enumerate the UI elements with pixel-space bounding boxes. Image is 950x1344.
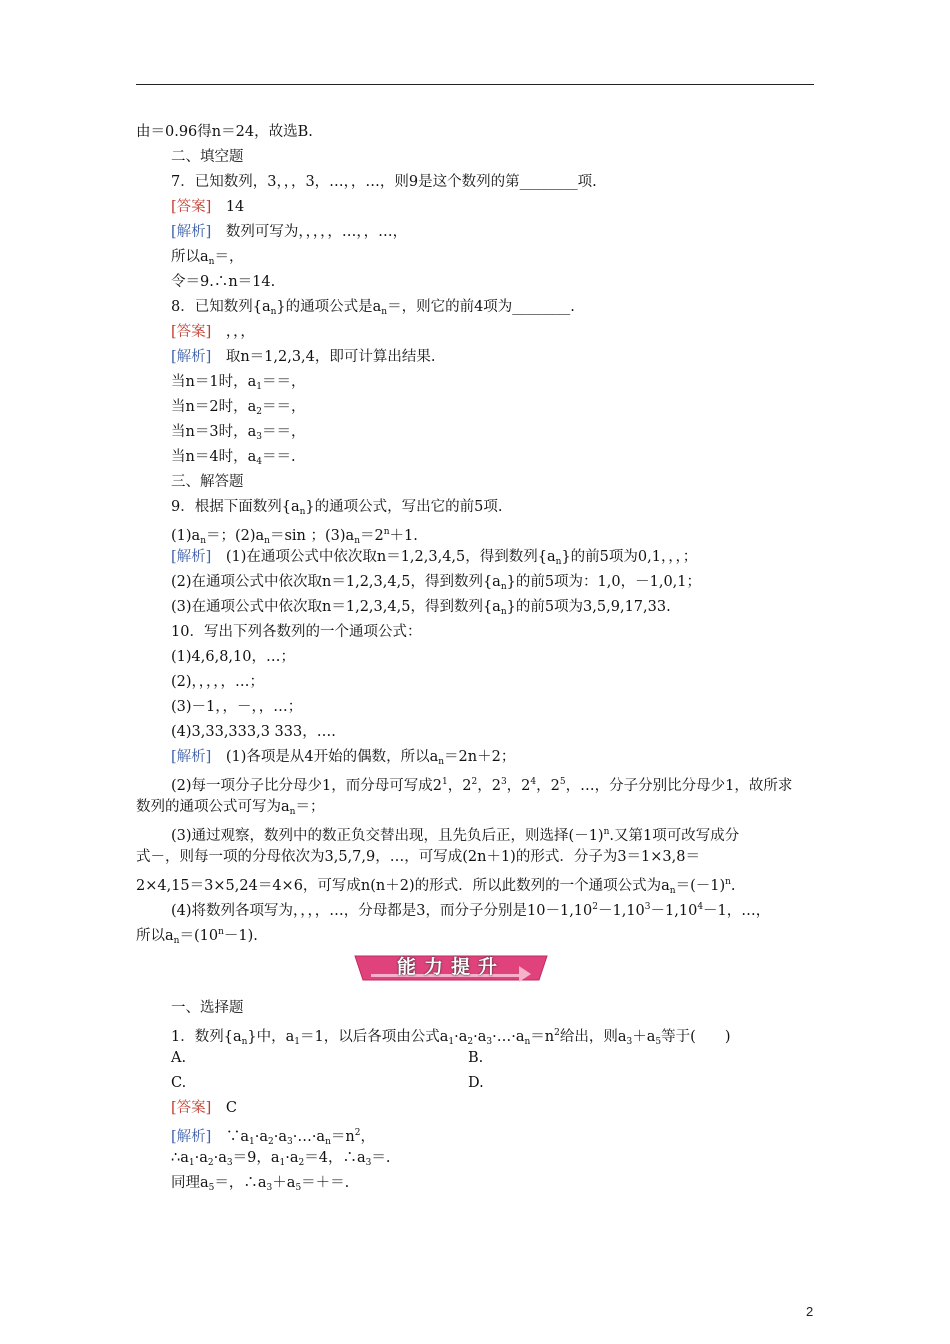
text-line [171, 420, 817, 445]
text: ＝9，a [232, 1150, 280, 1166]
text: (1)4,6,8,10，…； [171, 649, 295, 665]
text: . [730, 878, 736, 894]
header-rule [136, 84, 814, 85]
text: }的通项公式，写出它的前5项. [305, 499, 503, 515]
text: 2×4,15＝3×5,24＝4×6，可写成n(n＋2)的形式．所以此数列的一个通项公式为a [136, 878, 670, 894]
superscript: n [383, 527, 390, 537]
text: ＝(10 [179, 928, 219, 944]
text-line [171, 770, 817, 795]
text: 令＝9.∴n＝14. [171, 274, 276, 290]
analysis-line [171, 745, 817, 770]
text: 8．已知数列{a [171, 299, 271, 315]
text: (3)通过观察，数列中的数正负交替出现，且先负后正，则选择(－1) [171, 828, 604, 844]
text: }中，a [247, 1029, 295, 1045]
text: －1). [223, 928, 258, 944]
text: .又第1项可改写成分 [609, 828, 740, 844]
text-line [171, 445, 817, 470]
superscript: 2 [554, 1028, 560, 1038]
superscript: 2 [592, 902, 598, 912]
text: ＝4，∴a [304, 1150, 366, 1166]
text: ·a [285, 1150, 299, 1166]
subscript: n [200, 536, 206, 546]
subscript: 1 [248, 1137, 255, 1147]
subscript: 2 [256, 407, 262, 417]
answer-line [171, 195, 817, 220]
text: 三、解答题 [171, 474, 244, 490]
subscript: 3 [626, 1037, 633, 1047]
subscript: n [500, 582, 507, 592]
document-body [136, 120, 817, 1196]
analysis-text: 数列可写为，，，，，…，，…， [225, 224, 408, 240]
section-heading [171, 996, 817, 1021]
subscript: n [173, 936, 180, 946]
subscript: 5 [208, 1183, 215, 1193]
text: ＝n [530, 1029, 555, 1045]
text: ＝. [371, 1150, 391, 1166]
superscript: 3 [644, 902, 651, 912]
text: ，2 [447, 778, 472, 794]
text: (4)将数列各项写为，，，，…，分母都是3，而分子分别是10－1,10 [171, 903, 593, 919]
subscript: n [270, 307, 277, 317]
text: ＋a [272, 1175, 296, 1191]
answer-text: 14 [225, 199, 245, 215]
subscript: 3 [365, 1158, 372, 1168]
text: ＋1. [389, 528, 418, 544]
text: ＝＝. [261, 449, 296, 465]
superscript: 2 [471, 777, 478, 787]
analysis-tag: [解析] [171, 549, 212, 565]
text: ·…·a [292, 1129, 326, 1145]
analysis-tag: [解析] [171, 224, 212, 240]
text-line [136, 870, 817, 895]
text: 当n＝3时，a [171, 424, 257, 440]
text-line [171, 270, 817, 295]
text: (3)－1，，－，，…； [171, 699, 303, 715]
text-line [136, 845, 817, 870]
text: ＋a [632, 1029, 656, 1045]
text: 当n＝2时，a [171, 399, 257, 415]
text: ·a [194, 1150, 208, 1166]
text-line [171, 695, 817, 720]
subscript: 5 [655, 1037, 662, 1047]
text: 9．根据下面数列{a [171, 499, 300, 515]
section-heading [171, 470, 817, 495]
text: 一、选择题 [171, 1000, 244, 1016]
analysis-tag: [解析] [171, 1129, 212, 1145]
options-row [171, 1071, 817, 1096]
text: ＝n [330, 1129, 355, 1145]
text-line [171, 245, 817, 270]
text: ·a [254, 1129, 268, 1145]
text-line [171, 520, 817, 545]
text: 当n＝4时，a [171, 449, 257, 465]
question-10 [171, 620, 817, 645]
superscript: 2 [354, 1128, 361, 1138]
question-9 [171, 495, 817, 520]
subscript: 3 [286, 1137, 293, 1147]
text: ＝＝， [261, 399, 306, 415]
text: 式－，则每一项的分母依次为3,5,7,9，…，可写成(2n＋1)的形式．分子为3＝1×3,8＝ [136, 849, 700, 865]
subscript: 1 [279, 1158, 286, 1168]
answer-line [171, 1096, 817, 1121]
text: 同理a [171, 1175, 209, 1191]
text: (2)每一项分子比分母少1，而分母可写成2 [171, 778, 442, 794]
subscript: n [500, 607, 507, 617]
subscript: 3 [226, 1158, 233, 1168]
text: ＝＝， [261, 374, 306, 390]
text: ＝(－1) [675, 878, 726, 894]
text-line [171, 645, 817, 670]
text: }的前5项为：1,0，－1,0,1； [506, 574, 702, 590]
subscript: 1 [448, 1037, 455, 1047]
subscript: n [241, 1037, 248, 1047]
text-line [171, 370, 817, 395]
text: ＝＝， [261, 424, 306, 440]
text: ＝，∴a [214, 1175, 267, 1191]
text-line [171, 895, 817, 920]
text-line [171, 670, 817, 695]
option-a: A. [171, 1050, 187, 1066]
subscript: 2 [467, 1037, 474, 1047]
superscript: 4 [697, 902, 704, 912]
subscript: n [208, 257, 215, 267]
text-line [171, 1171, 817, 1196]
text: (2)，，，，，…； [171, 674, 265, 690]
superscript: n [603, 827, 610, 837]
answer-tag: [答案] [171, 199, 212, 215]
subscript: n [524, 1037, 531, 1047]
text: (1)a [171, 528, 201, 544]
subscript: 3 [486, 1037, 493, 1047]
answer-tag: [答案] [171, 1100, 212, 1116]
answer-text: C [225, 1100, 237, 1116]
analysis-text: ∵a [225, 1129, 249, 1145]
text-line [136, 795, 817, 820]
option-d: D. [468, 1075, 484, 1091]
text-line [136, 920, 817, 945]
text: 数列的通项公式可写为a [136, 799, 290, 815]
text: 7．已知数列，3，，，3，…，，…，则9是这个数列的第________项. [171, 174, 597, 190]
text-line [171, 1146, 817, 1171]
text-line [171, 720, 817, 745]
text: ＝； [295, 799, 325, 815]
section-banner [171, 948, 817, 990]
text: 给出，则a [559, 1029, 627, 1045]
text-line [171, 820, 817, 845]
answer-text: ，，， [225, 324, 255, 340]
question-1 [171, 1021, 817, 1046]
text-line [171, 395, 817, 420]
superscript: 1 [442, 777, 448, 787]
subscript: n [264, 536, 270, 546]
text: ·a [473, 1029, 487, 1045]
subscript: 3 [256, 432, 262, 442]
options-row [171, 1046, 817, 1071]
analysis-line [171, 545, 817, 570]
superscript: 5 [559, 777, 566, 787]
text: }的前5项为0,1，，，； [561, 549, 698, 565]
text: ∴a [171, 1150, 189, 1166]
text: 由＝0.96得n＝24，故选B. [136, 124, 313, 140]
banner-title: 能力提升 [396, 956, 505, 978]
analysis-text: (1)在通项公式中依次取n＝1,2,3,4,5，得到数列{a [225, 549, 556, 565]
text: 所以a [171, 249, 209, 265]
text: ·a [454, 1029, 468, 1045]
question-8 [171, 295, 817, 320]
text: ＝2n＋2； [444, 749, 516, 765]
option-c: C. [171, 1075, 187, 1091]
analysis-text: 取n＝1,2,3,4，即可计算出结果. [225, 349, 436, 365]
subscript: n [289, 807, 296, 817]
subscript: n [299, 507, 306, 517]
text: －1，…， [703, 903, 771, 919]
text: ＝，则它的前4项为________. [387, 299, 575, 315]
text: ·a [273, 1129, 287, 1145]
subscript: 1 [256, 382, 262, 392]
analysis-line [171, 345, 817, 370]
subscript: 3 [266, 1183, 273, 1193]
analysis-tag: [解析] [171, 749, 212, 765]
subscript: n [669, 886, 676, 896]
superscript: 3 [500, 777, 507, 787]
text: 10．写出下列各数列的一个通项公式： [171, 624, 422, 640]
subscript: 1 [294, 1037, 301, 1047]
text: ，…，分子分别比分母少1，故所求 [565, 778, 793, 794]
text: ， [360, 1129, 375, 1145]
subscript: 2 [207, 1158, 214, 1168]
analysis-line [171, 1121, 817, 1146]
text: ＝2 [359, 528, 384, 544]
question-7 [171, 170, 817, 195]
subscript: n [381, 307, 388, 317]
answer-line [171, 320, 817, 345]
superscript: n [725, 877, 731, 887]
analysis-line [171, 220, 817, 245]
superscript: n [218, 927, 224, 937]
answer-tag: [答案] [171, 324, 212, 340]
text: ，2 [536, 778, 560, 794]
superscript: 4 [530, 777, 537, 787]
text: }的通项公式是a [276, 299, 382, 315]
text: ·a [213, 1150, 227, 1166]
analysis-tag: [解析] [171, 349, 212, 365]
text: (4)3,33,333,3 333，…. [171, 724, 336, 740]
text: 当n＝1时，a [171, 374, 257, 390]
text-line [136, 120, 817, 145]
page-number: 2 [806, 1304, 814, 1319]
text: 等于( ) [661, 1029, 731, 1045]
text: }的前5项为3,5,9,17,33. [506, 599, 671, 615]
subscript: 4 [256, 457, 262, 467]
text: －1,10 [650, 903, 698, 919]
text: ，2 [506, 778, 531, 794]
text: ＝， [214, 249, 244, 265]
text: ＝sin ；(3)a [269, 528, 355, 544]
subscript: n [325, 1137, 331, 1147]
subscript: n [438, 757, 445, 767]
section-heading [171, 145, 817, 170]
subscript: 2 [267, 1137, 274, 1147]
text-line [171, 595, 817, 620]
subscript: 1 [188, 1158, 195, 1168]
text: (2)在通项公式中依次取n＝1,2,3,4,5，得到数列{a [171, 574, 501, 590]
text: ，2 [477, 778, 501, 794]
text: ＝1，以后各项由公式a [300, 1029, 449, 1045]
text: ＝；(2)a [205, 528, 265, 544]
text: 二、填空题 [171, 149, 244, 165]
option-b: B. [468, 1050, 484, 1066]
text: 所以a [136, 928, 174, 944]
subscript: n [354, 536, 360, 546]
subscript: n [555, 557, 562, 567]
text: 1．数列{a [171, 1029, 242, 1045]
text: ＝＋＝. [301, 1175, 350, 1191]
text-line [171, 570, 817, 595]
text: －1,10 [597, 903, 645, 919]
subscript: 2 [298, 1158, 305, 1168]
analysis-text: (1)各项是从4开始的偶数，所以a [225, 749, 439, 765]
subscript: 5 [295, 1183, 302, 1193]
text: ·…·a [492, 1029, 525, 1045]
text: (3)在通项公式中依次取n＝1,2,3,4,5，得到数列{a [171, 599, 501, 615]
